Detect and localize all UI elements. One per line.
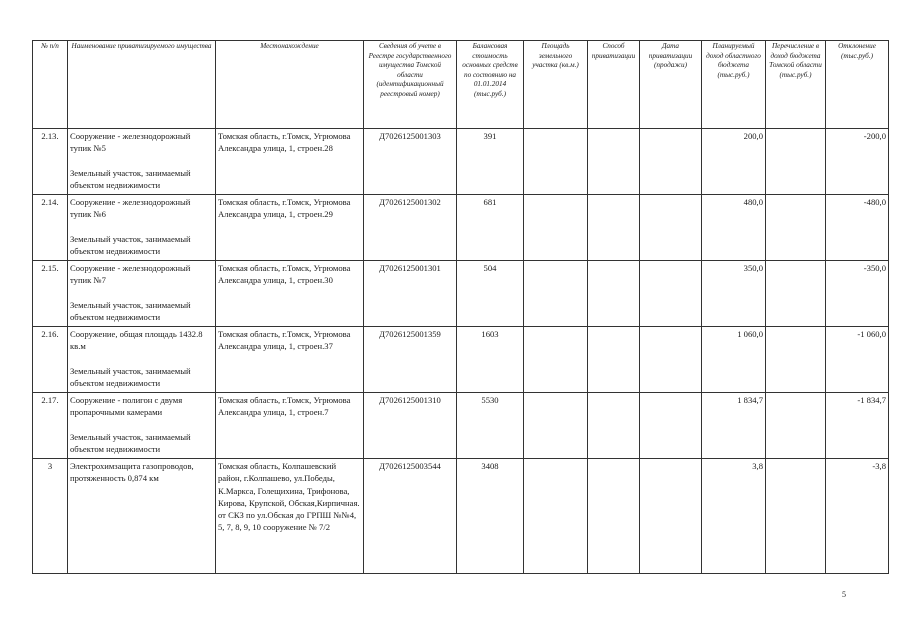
row-area	[524, 261, 588, 327]
row-date	[640, 261, 702, 327]
table-header-row	[33, 41, 889, 129]
table-row	[33, 393, 889, 459]
row-planned: 3,8	[702, 459, 766, 574]
row-balance: 681	[457, 195, 524, 261]
row-registry-id: Д7026125001310	[364, 393, 457, 459]
row-transferred	[766, 195, 826, 261]
page-number: 5	[842, 590, 846, 599]
header-num: № п/п	[33, 41, 68, 129]
row-deviation: -3,8	[826, 459, 889, 574]
row-number: 2.17.	[33, 393, 68, 459]
object-name: Электрохимзащита газопроводов, протяженность 0,874 км	[70, 461, 194, 484]
row-transferred	[766, 129, 826, 195]
land-note: Земельный участок, занимаемый объектом недвижимости	[70, 167, 191, 190]
row-location: Томская область, г.Томск, Угрюмова Александра улица, 1, строен.29	[216, 195, 364, 261]
row-registry-id: Д7026125001301	[364, 261, 457, 327]
row-transferred	[766, 327, 826, 393]
land-note: Земельный участок, занимаемый объектом недвижимости	[70, 365, 191, 388]
header-location: Местонахождение	[216, 41, 364, 129]
row-method	[588, 327, 640, 393]
row-name-cell	[68, 459, 216, 574]
row-number: 2.14.	[33, 195, 68, 261]
row-number: 3	[33, 459, 68, 574]
header-area: Площадь земельного участка (кв.м.)	[524, 41, 588, 129]
row-deviation: -1 834,7	[826, 393, 889, 459]
row-date	[640, 459, 702, 574]
row-location: Томская область, г.Томск, Угрюмова Александра улица, 1, строен.28	[216, 129, 364, 195]
table-row	[33, 327, 889, 393]
row-area	[524, 459, 588, 574]
row-location: Томская область, Колпашевский район, г.Колпашево, ул.Победы, К.Маркса, Голещихина, Трифонова, Кирова, Крупской, Обская,Кирпичная. от СКЗ по ул.Обская до ГРПШ №№4, 5, 7, 8, 9, 10 сооружение № 7/2	[216, 459, 364, 574]
row-balance: 1603	[457, 327, 524, 393]
header-date: Дата приватизации (продажи)	[640, 41, 702, 129]
row-registry-id: Д7026125001303	[364, 129, 457, 195]
row-area	[524, 129, 588, 195]
row-deviation: -350,0	[826, 261, 889, 327]
table-row	[33, 195, 889, 261]
privatization-table	[32, 40, 889, 574]
land-note: Земельный участок, занимаемый объектом недвижимости	[70, 233, 191, 256]
row-name-cell	[68, 327, 216, 393]
row-deviation: -200,0	[826, 129, 889, 195]
row-name-cell	[68, 261, 216, 327]
row-area	[524, 393, 588, 459]
row-registry-id: Д7026125001359	[364, 327, 457, 393]
row-method	[588, 393, 640, 459]
header-transferred: Перечисление в доход бюджета Томской области (тыс.руб.)	[766, 41, 826, 129]
land-note: Земельный участок, занимаемый объектом недвижимости	[70, 431, 191, 454]
row-registry-id: Д7026125003544	[364, 459, 457, 574]
row-balance: 504	[457, 261, 524, 327]
row-deviation: -480,0	[826, 195, 889, 261]
row-number: 2.16.	[33, 327, 68, 393]
row-date	[640, 195, 702, 261]
table-row	[33, 129, 889, 195]
header-method: Способ приватизации	[588, 41, 640, 129]
header-name: Наименование приватизируемого имущества	[68, 41, 216, 129]
row-planned: 480,0	[702, 195, 766, 261]
table-row	[33, 261, 889, 327]
object-name: Сооружение, общая площадь 1432.8 кв.м	[70, 329, 203, 352]
row-transferred	[766, 261, 826, 327]
header-registry: Сведения об учете в Реестре государственного имущества Томской области (идентификационный реестровый номер)	[364, 41, 457, 129]
row-location: Томская область, г.Томск, Угрюмова Александра улица, 1, строен.30	[216, 261, 364, 327]
header-planned: Планируемый доход областного бюджета (тыс.руб.)	[702, 41, 766, 129]
row-registry-id: Д7026125001302	[364, 195, 457, 261]
object-name: Сооружение - полигон с двумя пропарочными камерами	[70, 395, 183, 418]
header-balance: Балансовая стоимость основных средств по состоянию на 01.01.2014 (тыс.руб.)	[457, 41, 524, 129]
row-planned: 200,0	[702, 129, 766, 195]
header-deviation: Отклонение (тыс.руб.)	[826, 41, 889, 129]
row-name-cell	[68, 393, 216, 459]
table-row	[33, 459, 889, 574]
row-number: 2.15.	[33, 261, 68, 327]
row-name-cell	[68, 195, 216, 261]
object-name: Сооружение - железнодорожный тупик №6	[70, 197, 191, 220]
row-date	[640, 327, 702, 393]
row-deviation: -1 060,0	[826, 327, 889, 393]
row-transferred	[766, 459, 826, 574]
row-method	[588, 261, 640, 327]
row-date	[640, 129, 702, 195]
row-method	[588, 195, 640, 261]
row-method	[588, 129, 640, 195]
row-area	[524, 195, 588, 261]
object-name: Сооружение - железнодорожный тупик №5	[70, 131, 191, 154]
row-location: Томская область, г.Томск, Угрюмова Александра улица, 1, строен.7	[216, 393, 364, 459]
row-planned: 1 060,0	[702, 327, 766, 393]
row-method	[588, 459, 640, 574]
row-area	[524, 327, 588, 393]
row-balance: 3408	[457, 459, 524, 574]
row-date	[640, 393, 702, 459]
row-number: 2.13.	[33, 129, 68, 195]
row-planned: 1 834,7	[702, 393, 766, 459]
row-balance: 5530	[457, 393, 524, 459]
row-transferred	[766, 393, 826, 459]
row-name-cell	[68, 129, 216, 195]
object-name: Сооружение - железнодорожный тупик №7	[70, 263, 191, 286]
row-location: Томская область, г.Томск, Угрюмова Александра улица, 1, строен.37	[216, 327, 364, 393]
row-balance: 391	[457, 129, 524, 195]
land-note: Земельный участок, занимаемый объектом недвижимости	[70, 299, 191, 322]
row-planned: 350,0	[702, 261, 766, 327]
